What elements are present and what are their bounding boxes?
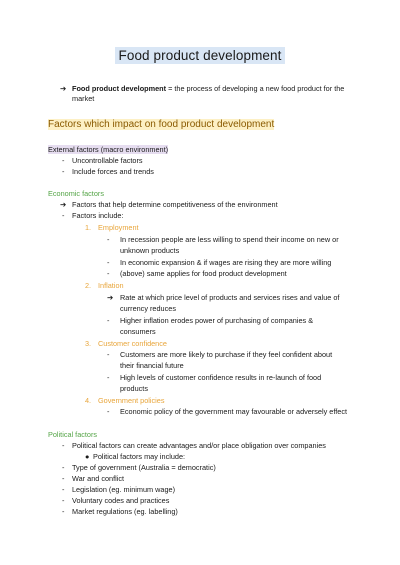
dash-marker: - — [107, 258, 110, 267]
point-text: High levels of customer confidence results in re-launch of food — [120, 373, 322, 382]
factor-heading — [85, 223, 139, 232]
factor-heading — [85, 281, 124, 290]
external-heading-text: External factors (macro environment) — [48, 145, 169, 154]
list-item — [62, 441, 326, 450]
bullet-icon: ● — [85, 452, 90, 461]
list-item-text: Factors include: — [72, 211, 124, 220]
factor-name: Inflation — [98, 281, 124, 290]
point-text: In recession people are less willing to spend their income on new or — [120, 235, 339, 244]
dash-marker: - — [62, 507, 65, 516]
external-heading — [48, 145, 168, 154]
point-continuation: consumers — [120, 327, 156, 336]
dash-marker: - — [107, 407, 110, 416]
dash-marker: - — [62, 156, 65, 165]
arrow-icon: ➔ — [60, 84, 67, 93]
page-title — [0, 47, 400, 65]
factor-name: Customer confidence — [98, 339, 167, 348]
point-continuation: their financial future — [120, 361, 184, 370]
bullet-item — [85, 452, 185, 461]
factor-number: 4. — [85, 396, 92, 405]
dash-marker: - — [107, 269, 110, 278]
list-item-text: Market regulations (eg. labelling) — [72, 507, 178, 516]
factor-point — [107, 235, 339, 244]
definition-term: Food product development — [72, 84, 167, 93]
point-text: Customers are more likely to purchase if they feel confident about — [120, 350, 333, 359]
list-item — [62, 485, 175, 494]
list-item — [62, 496, 169, 505]
dash-marker: - — [62, 485, 65, 494]
definition-line-2: market — [72, 94, 95, 103]
list-item-text: War and conflict — [72, 474, 125, 483]
point-continuation: currency reduces — [120, 304, 176, 313]
factor-number: 3. — [85, 339, 92, 348]
dash-marker: - — [107, 373, 110, 382]
dash-marker: - — [107, 235, 110, 244]
factor-number: 1. — [85, 223, 92, 232]
list-item — [62, 211, 124, 220]
list-item-text: Voluntary codes and practices — [72, 496, 170, 505]
arrow-icon: ➔ — [60, 200, 67, 209]
factor-heading — [85, 396, 165, 405]
factor-point — [107, 407, 347, 416]
point-continuation: unknown products — [120, 246, 180, 255]
list-item — [62, 507, 178, 516]
factor-name: Government policies — [98, 396, 165, 405]
factor-point — [107, 258, 331, 267]
list-item-text: Legislation (eg. minimum wage) — [72, 485, 176, 494]
point-text: Economic policy of the government may favourable or adversely effect — [120, 407, 347, 416]
point-text: Higher inflation erodes power of purchasing of companies & — [120, 316, 314, 325]
factor-number: 2. — [85, 281, 92, 290]
list-item — [62, 474, 124, 483]
list-item — [62, 463, 216, 472]
factor-point — [107, 293, 339, 302]
list-item-text: Type of government (Australia = democratic) — [72, 463, 216, 472]
dash-marker: - — [62, 211, 65, 220]
economic-arrow-item — [60, 200, 278, 209]
factor-heading — [85, 339, 167, 348]
dash-marker: - — [62, 463, 65, 472]
factor-point — [107, 373, 321, 382]
point-continuation: products — [120, 384, 148, 393]
point-text: Rate at which price level of products and services rises and value of — [120, 293, 340, 302]
list-item-text: Factors that help determine competitiveness of the environment — [72, 200, 278, 209]
economic-heading: Economic factors — [48, 189, 104, 198]
definition-line-1 — [60, 84, 344, 93]
dash-marker: - — [107, 316, 110, 325]
list-item-text: Political factors may include: — [93, 452, 186, 461]
point-text: (above) same applies for food product development — [120, 269, 287, 278]
section-heading-text: Factors which impact on food product development — [48, 119, 275, 130]
list-item — [62, 167, 154, 176]
list-item-text: Political factors can create advantages and/or place obligation over companies — [72, 441, 326, 450]
definition-text: = the process of developing a new food product for the — [166, 84, 345, 93]
dash-marker: - — [107, 350, 110, 359]
list-item-text: Include forces and trends — [72, 167, 154, 176]
dash-marker: - — [62, 167, 65, 176]
arrow-icon: ➔ — [107, 293, 114, 302]
list-item — [62, 156, 143, 165]
dash-marker: - — [62, 441, 65, 450]
political-heading: Political factors — [48, 430, 98, 439]
factor-point — [107, 350, 332, 359]
page-title-text: Food product development — [115, 47, 284, 64]
factor-name: Employment — [98, 223, 139, 232]
dash-marker: - — [62, 474, 65, 483]
factor-point — [107, 269, 287, 278]
dash-marker: - — [62, 496, 65, 505]
point-text: In economic expansion & if wages are rising they are more willing — [120, 258, 332, 267]
factor-point — [107, 316, 313, 325]
section-heading — [48, 120, 274, 129]
list-item-text: Uncontrollable factors — [72, 156, 143, 165]
